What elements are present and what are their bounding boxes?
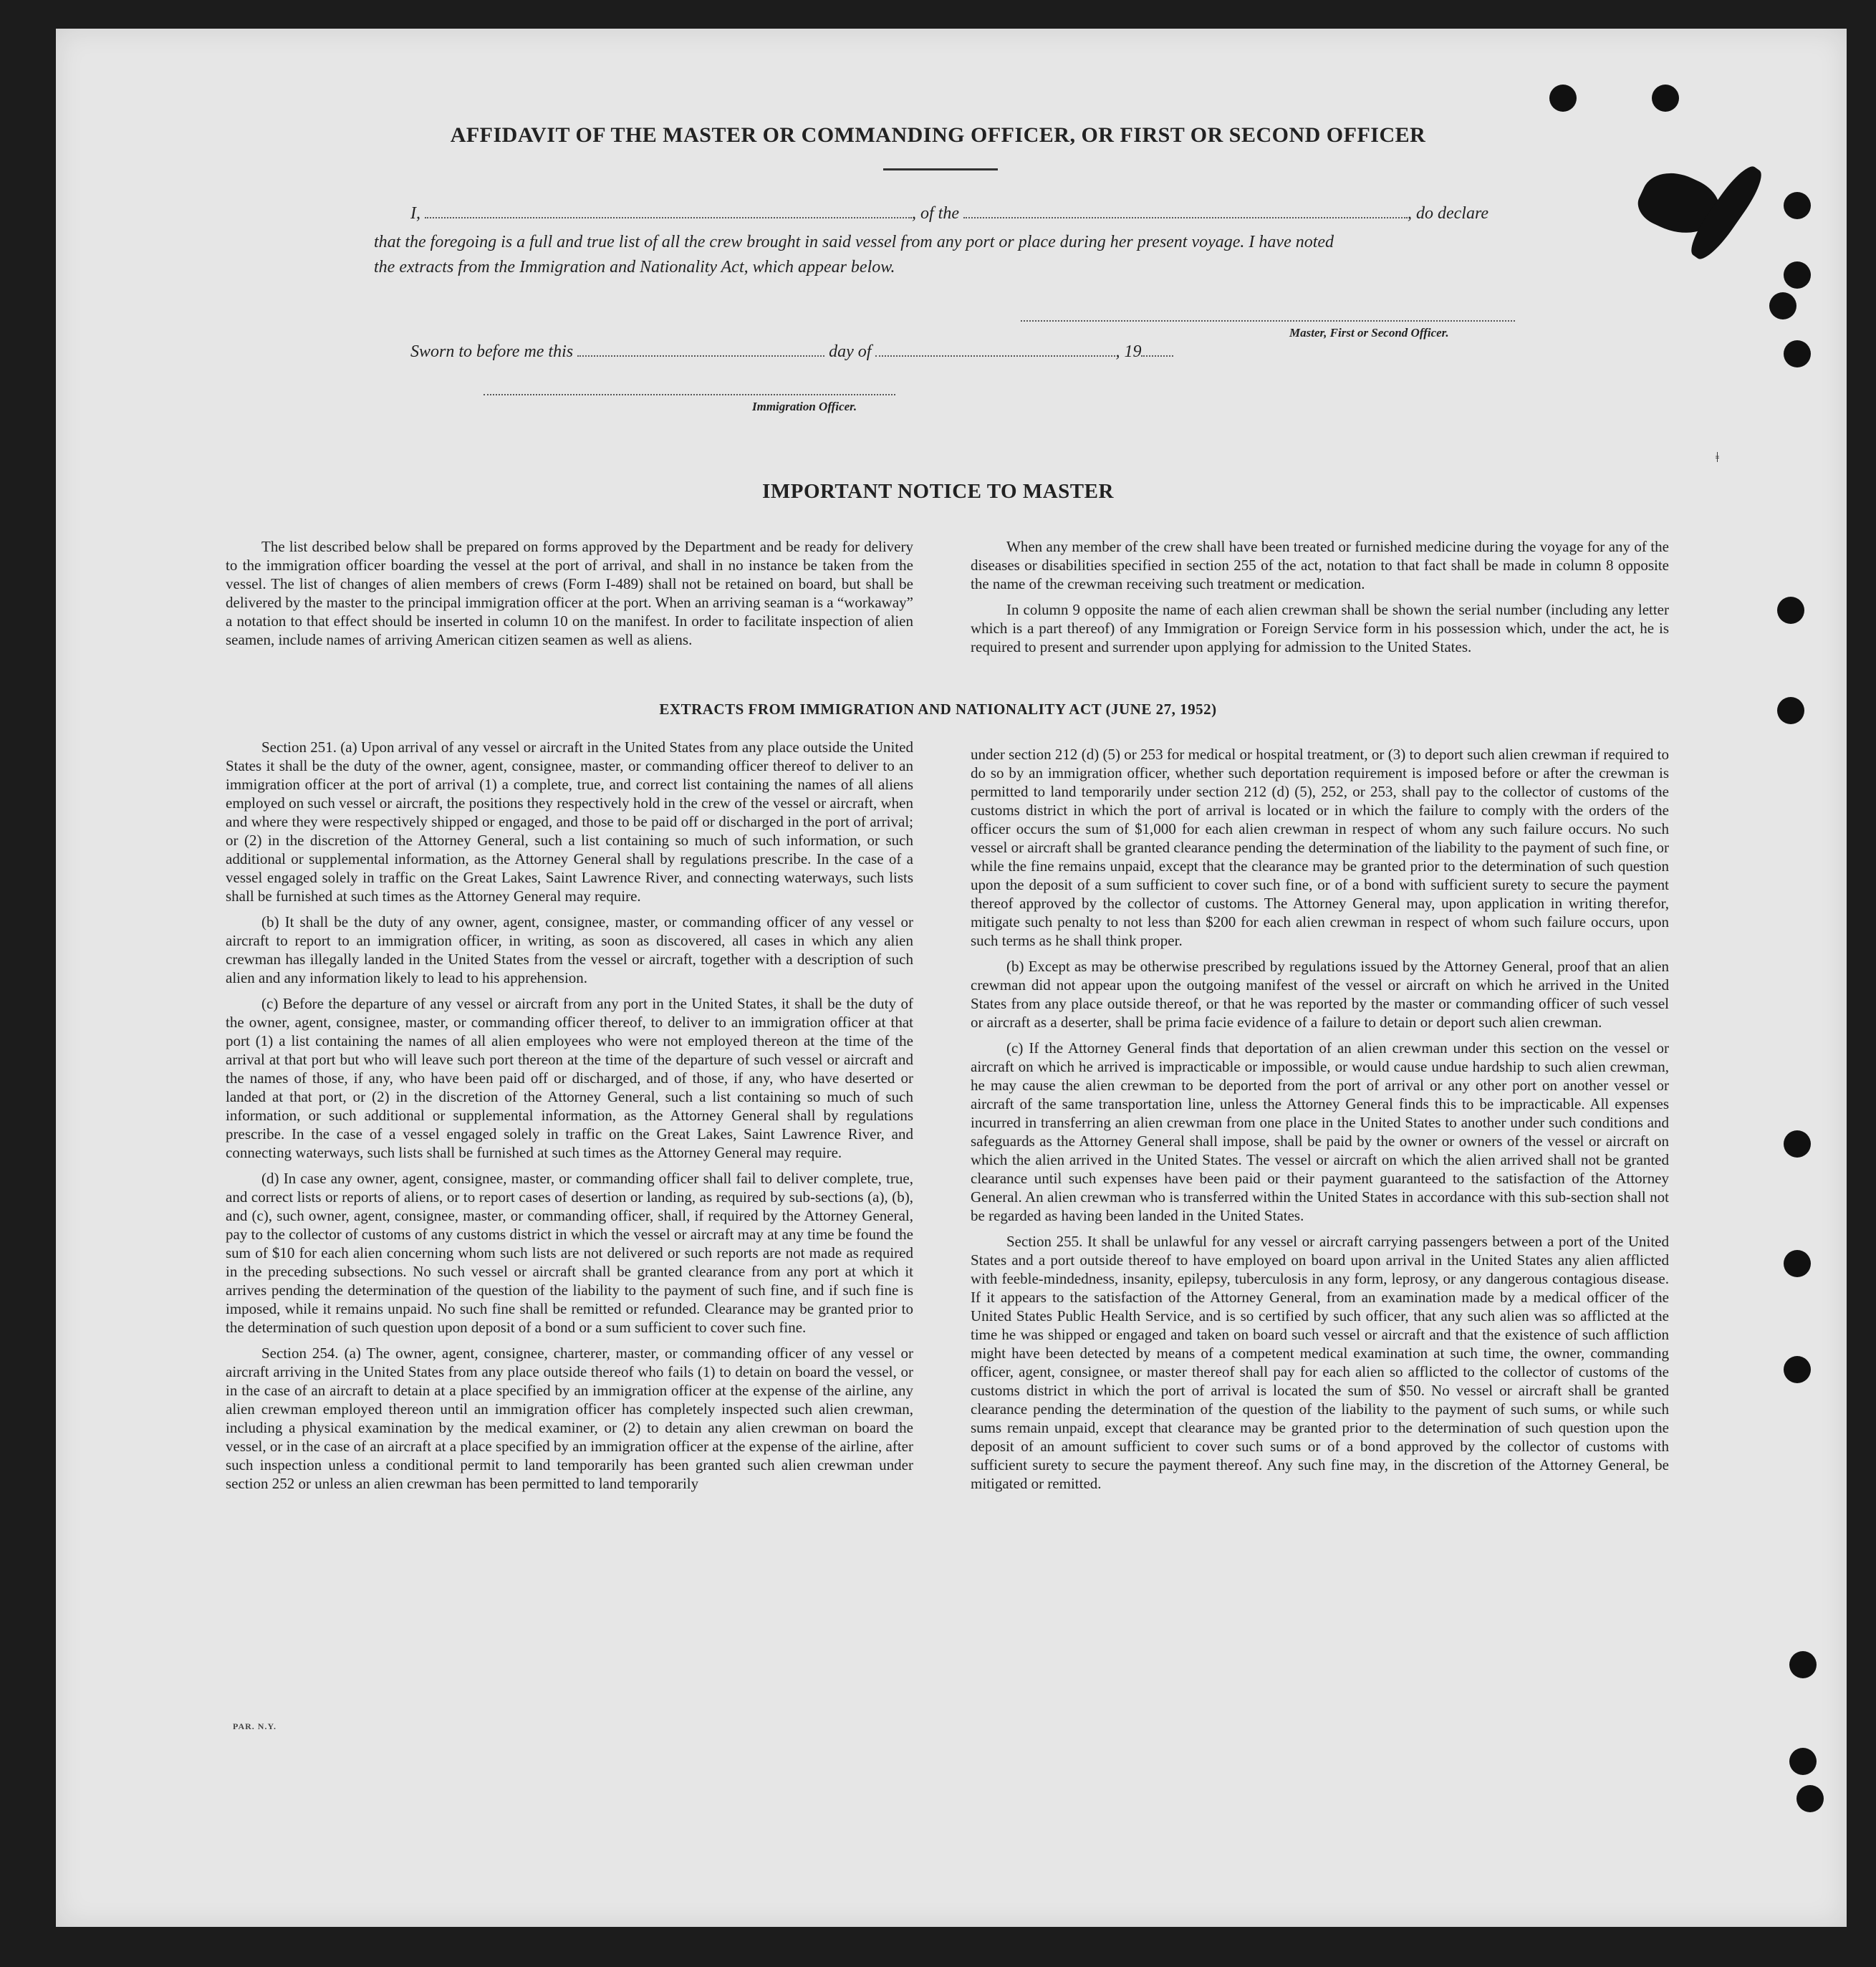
- extracts-heading: EXTRACTS FROM IMMIGRATION AND NATIONALITY ACT (JUNE 27, 1952): [659, 701, 1217, 718]
- notice-heading: IMPORTANT NOTICE TO MASTER: [762, 480, 1114, 503]
- declaration-line-2: that the foregoing is a full and true list of all the crew brought in said vessel from any port or place during her present voyage. I have noted: [374, 233, 1334, 251]
- section-254c: (c) If the Attorney General finds that deportation of an alien crewman under this section on the vessel or aircraft on which he arrived is impracticable or impossible, or would cause undue hardship to such alien crewman, he may cause the alien crewman to be deported from the port of arrival or any other port on another vessel or aircraft of the same transportation line, unless the Attorney General finds this to be impracticable. All expenses incurred in transferring an alien crewman from one place in the United States to another under such conditions and safeguards as the Attorney General shall impose, shall be paid by the owner or owners of the vessel or aircraft on which the alien arrived in the United States. The vessel or aircraft on which the alien arrived shall not be granted clearance until such expenses have been paid or their payment guaranteed to the satisfaction of the Attorney General. An alien crewman who is transferred within the United States in accordance with this sub-section shall not be regarded as having been landed in the United States.: [971, 1039, 1669, 1224]
- punch-hole: [1789, 1651, 1817, 1678]
- punch-hole: [1784, 261, 1811, 289]
- punch-hole: [1784, 1356, 1811, 1383]
- sworn-year-blank: [1141, 352, 1173, 357]
- section-254b: (b) Except as may be otherwise prescribed by regulations issued by the Attorney General, proof that an alien crewman did not appear upon the outgoing manifest of the vessel or aircraft on which he arrived in the United States from any place outside thereof, or that he was reported by the master or commanding officer of such vessel or aircraft as a deserter, shall be prima facie evidence of a failure to detain or deport such alien crewman.: [971, 958, 1669, 1031]
- section-251c: (c) Before the departure of any vessel or aircraft from any port in the United States, it shall be the duty of the owner, agent, consignee, master, or commanding officer thereof, to deliver to an immigration officer at that port (1) a list containing the names of all alien employees who were not employed thereon at the time of the arrival at that port but who will leave such port thereon at the time of the departure of such vessel or aircraft and the names of those, if any, who have been paid off or discharged, and of those, if any, who have deserted or landed at that port, or (2) in the discretion of the Attorney General, such a list containing so much of such information, or such additional or supplemental information, as the Attorney General shall by regulations prescribe. In the case of a vessel engaged solely in traffic on the Great Lakes, Saint Lawrence River, and connecting waterways, such lists shall be furnished at such times as the Attorney General may require.: [226, 995, 913, 1161]
- punch-hole: [1784, 1130, 1811, 1158]
- title-underline: [883, 168, 998, 170]
- section-254a: Section 254. (a) The owner, agent, consignee, charterer, master, or commanding officer of any vessel or aircraft arriving in the United States from any place outside thereof who fails (1) to detain on board the vessel, or in the case of an aircraft to detain at a place specified by an immigration officer at the expense of the airline, any alien crewman employed thereon until an immigration officer has completely inspected such alien crewman, including a physical examination by the medical examiner, or (2) to detain any alien crewman on board the vessel, or in the case of an aircraft at a place specified by an immigration officer at the expense of the airline, after such inspection unless a conditional permit to land temporarily has been granted such alien crewman under section 252 or unless an alien crewman has been permitted to land temporarily: [226, 1345, 913, 1492]
- officer-caption: Immigration Officer.: [752, 400, 857, 413]
- punch-hole: [1796, 1785, 1824, 1812]
- punch-hole: [1777, 697, 1804, 724]
- name-blank: [425, 214, 912, 218]
- punch-hole: [1777, 597, 1804, 624]
- notice-left-column: [226, 537, 913, 656]
- affidavit-title: AFFIDAVIT OF THE MASTER OR COMMANDING OFFICER, OR FIRST OR SECOND OFFICER: [450, 123, 1426, 147]
- sworn-month-blank: [875, 352, 1115, 357]
- punch-hole: [1784, 340, 1811, 367]
- declaration-line: [410, 204, 1488, 223]
- notice-right-paragraph: In column 9 opposite the name of each alien crewman shall be shown the serial number (including any letter which is a part thereof) of any Immigration or Foreign Service form in his possession which, under the act, he is required to present and surrender upon applying for admission to the United States.: [971, 601, 1669, 655]
- printer-mark: PAR. N.Y.: [233, 1721, 277, 1731]
- sworn-before: Sworn to before me this: [410, 342, 574, 361]
- margin-mark: ǂ: [1716, 450, 1719, 466]
- punch-hole: [1784, 1250, 1811, 1277]
- notice-right-column: [971, 537, 1669, 663]
- declaration-of-the: , of the: [912, 204, 959, 223]
- punch-hole: [1652, 85, 1679, 112]
- sworn-line: [410, 342, 1173, 362]
- extracts-right-column: [971, 745, 1669, 1500]
- master-signature-line: [1021, 320, 1515, 322]
- sworn-year-prefix: , 19: [1115, 342, 1142, 361]
- declaration-i: I,: [410, 204, 420, 223]
- notice-left-paragraph: The list described below shall be prepared on forms approved by the Department and be ready for delivery to the immigration officer boarding the vessel at the port of arrival, and shall in no instance be taken from the vessel. The list of changes of alien members of crews (Form I-489) shall not be retained on board, but shall be delivered by the master to the principal immigration officer at the port. When an arriving seaman is a “workaway” a notation to that effect should be inserted in column 10 on the manifest. In order to facilitate inspection of alien seamen, include names of arriving American citizen seamen as well as aliens.: [226, 538, 913, 648]
- extracts-left-column: [226, 738, 913, 1500]
- section-251b: (b) It shall be the duty of any owner, agent, consignee, master, or commanding officer of any vessel or aircraft to report to an immigration officer, in writing, as soon as discovered, all cases in which any alien crewman has illegally landed in the United States from the vessel or aircraft, together with a description of such alien and any information likely to lead to his apprehension.: [226, 913, 913, 986]
- declaration-line-3: the extracts from the Immigration and Nationality Act, which appear below.: [374, 258, 895, 276]
- section-255: Section 255. It shall be unlawful for any vessel or aircraft carrying passengers between a port of the United States and a port outside thereof to have employed on board upon arrival in the United States any alien afflicted with feeble-mindedness, insanity, epilepsy, tuberculosis in any form, leprosy, or any dangerous contagious disease. If it appears to the satisfaction of the Attorney General, from an examination made by a medical officer of the United States Public Health Service, and is so certified by such officer, that any such alien was so afflicted at the time he was shipped or engaged and taken on board such vessel or aircraft and that the existence of such affliction might have been detected by means of a competent medical examination at such time, the owner, commanding officer, agent, consignee, or master thereof shall pay for each alien so afflicted to the collector of customs of the customs district in which the port of arrival is located the sum of $50. No vessel or aircraft shall be granted clearance pending the determination of the question of the liability to the payment of such sums, or while such sums remain unpaid, except that clearance may be granted prior to the determination of such question upon the deposit of an amount sufficient to cover such sums or of a bond approved by the collector of customs with sufficient surety to secure the payment thereof. Any such fine may, in the discretion of the Attorney General, be mitigated or remitted.: [971, 1233, 1669, 1492]
- vessel-blank: [963, 214, 1408, 218]
- declaration-declare: , do declare: [1408, 204, 1489, 223]
- sworn-day-of: day of: [829, 342, 872, 361]
- punch-hole: [1769, 292, 1796, 319]
- punch-hole: [1789, 1748, 1817, 1775]
- section-251a: Section 251. (a) Upon arrival of any vessel or aircraft in the United States from any place outside the United States it shall be the duty of the owner, agent, consignee, master, or commanding officer thereof to deliver to an immigration officer at the port of arrival (1) a complete, true, and correct list containing the names of all aliens employed on such vessel or aircraft, the positions they respectively hold in the crew of the vessel or aircraft, when and where they were respectively shipped or engaged, and those to be paid off or discharged in the port of arrival; or (2) in the discretion of the Attorney General, such a list containing so much of such information, or such additional or supplemental information, as the Attorney General shall by regulations prescribe. In the case of a vessel engaged solely in traffic on the Great Lakes, Saint Lawrence River, and connecting waterways, such lists shall be furnished at such times as the Attorney General may require.: [226, 739, 913, 905]
- officer-signature-line: [484, 394, 895, 395]
- sworn-day-blank: [577, 352, 824, 357]
- section-254a-continued: under section 212 (d) (5) or 253 for medical or hospital treatment, or (3) to deport such alien crewman if required to do so by an immigration officer, whether such deportation requirement is imposed before or after the crewman is permitted to land temporarily under section 212 (d) (5), 252, or 253, shall pay to the collector of customs of the customs district in which the port of arrival is located or in which the failure to comply with the orders of the officer occurs the sum of $1,000 for each alien crewman in respect of whom any such failure occurs. No such vessel or aircraft shall be granted clearance pending the determination of the liability to the payment of such fine, or while the fine remains unpaid, except that the clearance may be granted prior to the determination of such question upon the deposit of a sum sufficient to cover such fine, or of a bond with sufficient surety to secure the payment thereof approved by the collector of customs. The Attorney General may, upon application in writing therefor, mitigate such penalty to not less than $200 for each alien crewman in respect of whom such failure occurs, upon such terms as he shall think proper.: [971, 746, 1669, 949]
- punch-hole: [1784, 192, 1811, 219]
- master-caption: Master, First or Second Officer.: [1289, 326, 1449, 340]
- punch-hole: [1549, 85, 1577, 112]
- notice-right-paragraph: When any member of the crew shall have been treated or furnished medicine during the voyage for any of the diseases or disabilities specified in section 255 of the act, notation to that fact shall be made in column 8 opposite the name of the crewman receiving such treatment or medication.: [971, 538, 1669, 592]
- section-251d: (d) In case any owner, agent, consignee, master, or commanding officer shall fail to deliver complete, true, and correct lists or reports of aliens, or to report cases of desertion or landing, as required by sub-sections (a), (b), and (c), such owner, agent, consignee, master, or commanding officer, shall, if required by the Attorney General, pay to the collector of customs of any customs district in which the vessel or aircraft may at any time be found the sum of $10 for each alien concerning whom such lists are not delivered or such reports are not made as required in the preceding subsections. No such vessel or aircraft shall be granted clearance from any port at which it arrives pending the determination of the question of the liability to the payment of such fine, and if such fine is imposed, while it remains unpaid. No such fine shall be remitted or refunded. Clearance may be granted prior to the determination of such question upon deposit of a bond or a sum sufficient to cover such fine.: [226, 1170, 913, 1336]
